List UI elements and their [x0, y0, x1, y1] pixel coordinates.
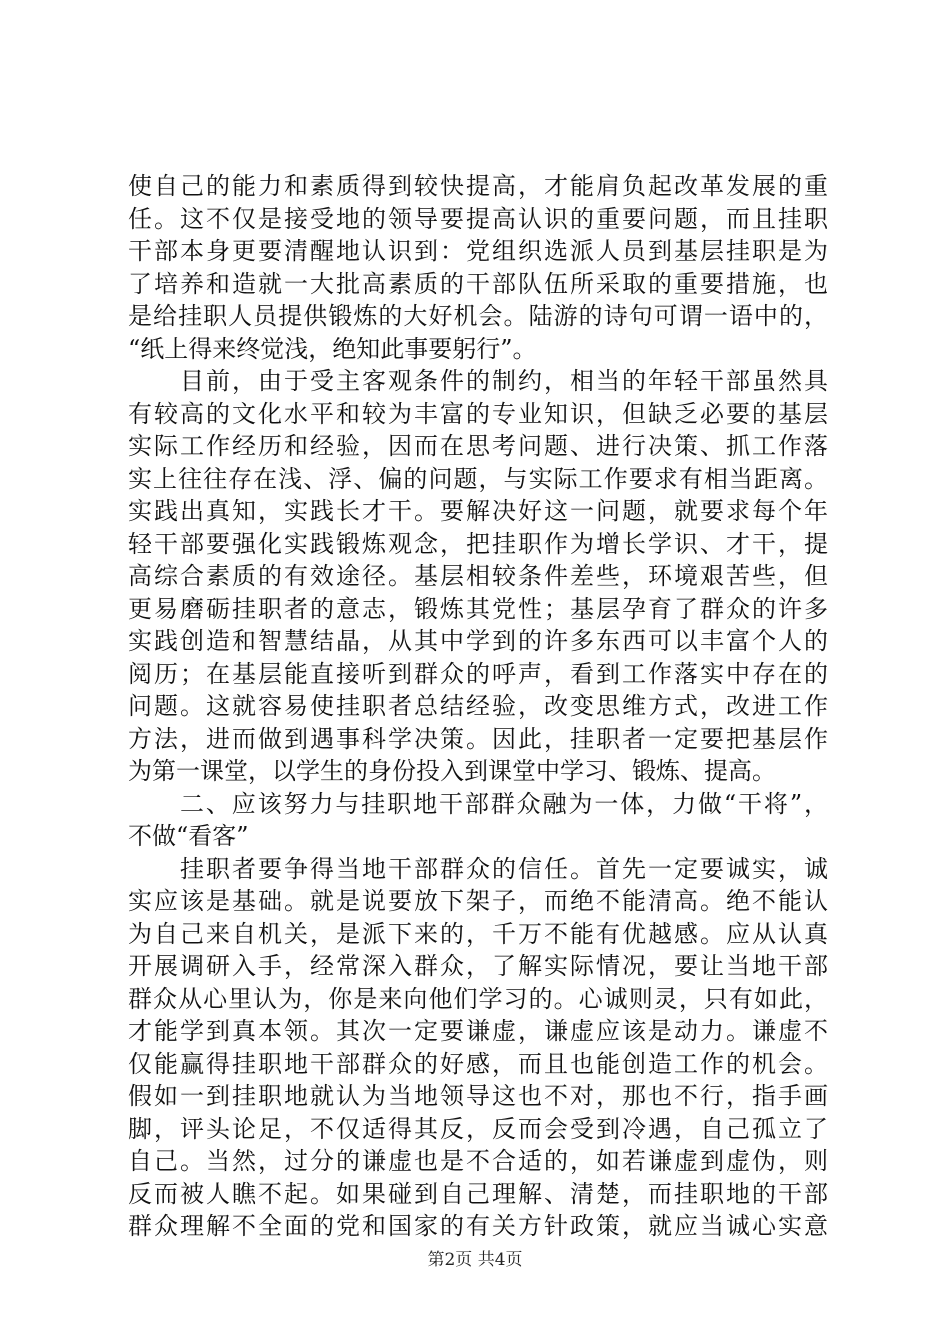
text-line: 脚，评头论足，不仅适得其反，反而会受到冷遇，自己孤立了: [128, 1114, 828, 1143]
text-line: 是给挂职人员提供锻炼的大好机会。陆游的诗句可谓一语中的，: [128, 302, 828, 330]
text-line: 为第一课堂，以学生的身份投入到课堂中学习、锻炼、提高。: [128, 757, 776, 785]
text-line: 阅历；在基层能直接听到群众的呼声，看到工作落实中存在的: [128, 659, 828, 688]
text-line: 反而被人瞧不起。如果碰到自己理解、清楚，而挂职地的干部: [128, 1179, 828, 1208]
text-line: 实际工作经历和经验，因而在思考问题、进行决策、抓工作落: [128, 432, 828, 460]
text-line: 才能学到真本领。其次一定要谦虚，谦虚应该是动力。谦虚不: [128, 1017, 828, 1045]
text-line: 实上往往存在浅、浮、偏的问题，与实际工作要求有相当距离。: [128, 464, 828, 493]
text-line: 开展调研入手，经常深入群众，了解实际情况，要让当地干部: [128, 952, 828, 980]
text-line: 目前，由于受主客观条件的制约，相当的年轻干部虽然具: [180, 367, 828, 395]
text-line: 问题。这就容易使挂职者总结经验，改变思维方式，改进工作: [128, 692, 828, 720]
text-line: 假如一到挂职地就认为当地领导这也不对，那也不行，指手画: [128, 1082, 828, 1110]
text-line: 轻干部要强化实践锻炼观念，把挂职作为增长学识、才干，提: [128, 529, 828, 558]
text-line: 干部本身更要清醒地认识到：党组织选派人员到基层挂职是为: [128, 237, 828, 265]
text-line: 高综合素质的有效途径。基层相较条件差些，环境艰苦些，但: [128, 562, 828, 590]
text-line: 使自己的能力和素质得到较快提高，才能肩负起改革发展的重: [128, 172, 828, 200]
page-number-footer: 第2页 共4页: [427, 1250, 523, 1270]
section-heading-line: 不做“看客”: [128, 822, 249, 850]
text-line: 有较高的文化水平和较为丰富的专业知识，但缺乏必要的基层: [128, 399, 828, 428]
text-line: 了培养和造就一大批高素质的干部队伍所采取的重要措施，也: [128, 269, 828, 298]
text-line: “纸上得来终觉浅，绝知此事要躬行”。: [128, 334, 537, 363]
text-line: 任。这不仅是接受地的领导要提高认识的重要问题，而且挂职: [128, 204, 828, 233]
text-line: 实践创造和智慧结晶，从其中学到的许多东西可以丰富个人的: [128, 627, 828, 655]
text-line: 群众理解不全面的党和国家的有关方针政策，就应当诚心实意: [128, 1212, 828, 1240]
text-line: 自己。当然，过分的谦虚也是不合适的，如若谦虚到虚伪，则: [128, 1147, 828, 1175]
text-line: 为自己来自机关，是派下来的，千万不能有优越感。应从认真: [128, 919, 828, 948]
section-heading-line: 二、应该努力与挂职地干部群众融为一体，力做“干将”，: [180, 789, 828, 818]
text-line: 更易磨砺挂职者的意志，锻炼其党性；基层孕育了群众的许多: [128, 594, 828, 623]
text-line: 群众从心里认为，你是来向他们学习的。心诚则灵，只有如此，: [128, 984, 828, 1013]
text-line: 实践出真知，实践长才干。要解决好这一问题，就要求每个年: [128, 497, 828, 525]
text-line: 挂职者要争得当地干部群众的信任。首先一定要诚实，诚: [180, 854, 828, 883]
text-line: 实应该是基础。就是说要放下架子，而绝不能清高。绝不能认: [128, 887, 828, 915]
text-line: 仅能赢得挂职地干部群众的好感，而且也能创造工作的机会。: [128, 1049, 828, 1078]
body-text: [128, 170, 828, 1243]
text-line: 方法，进而做到遇事科学决策。因此，挂职者一定要把基层作: [128, 724, 828, 753]
